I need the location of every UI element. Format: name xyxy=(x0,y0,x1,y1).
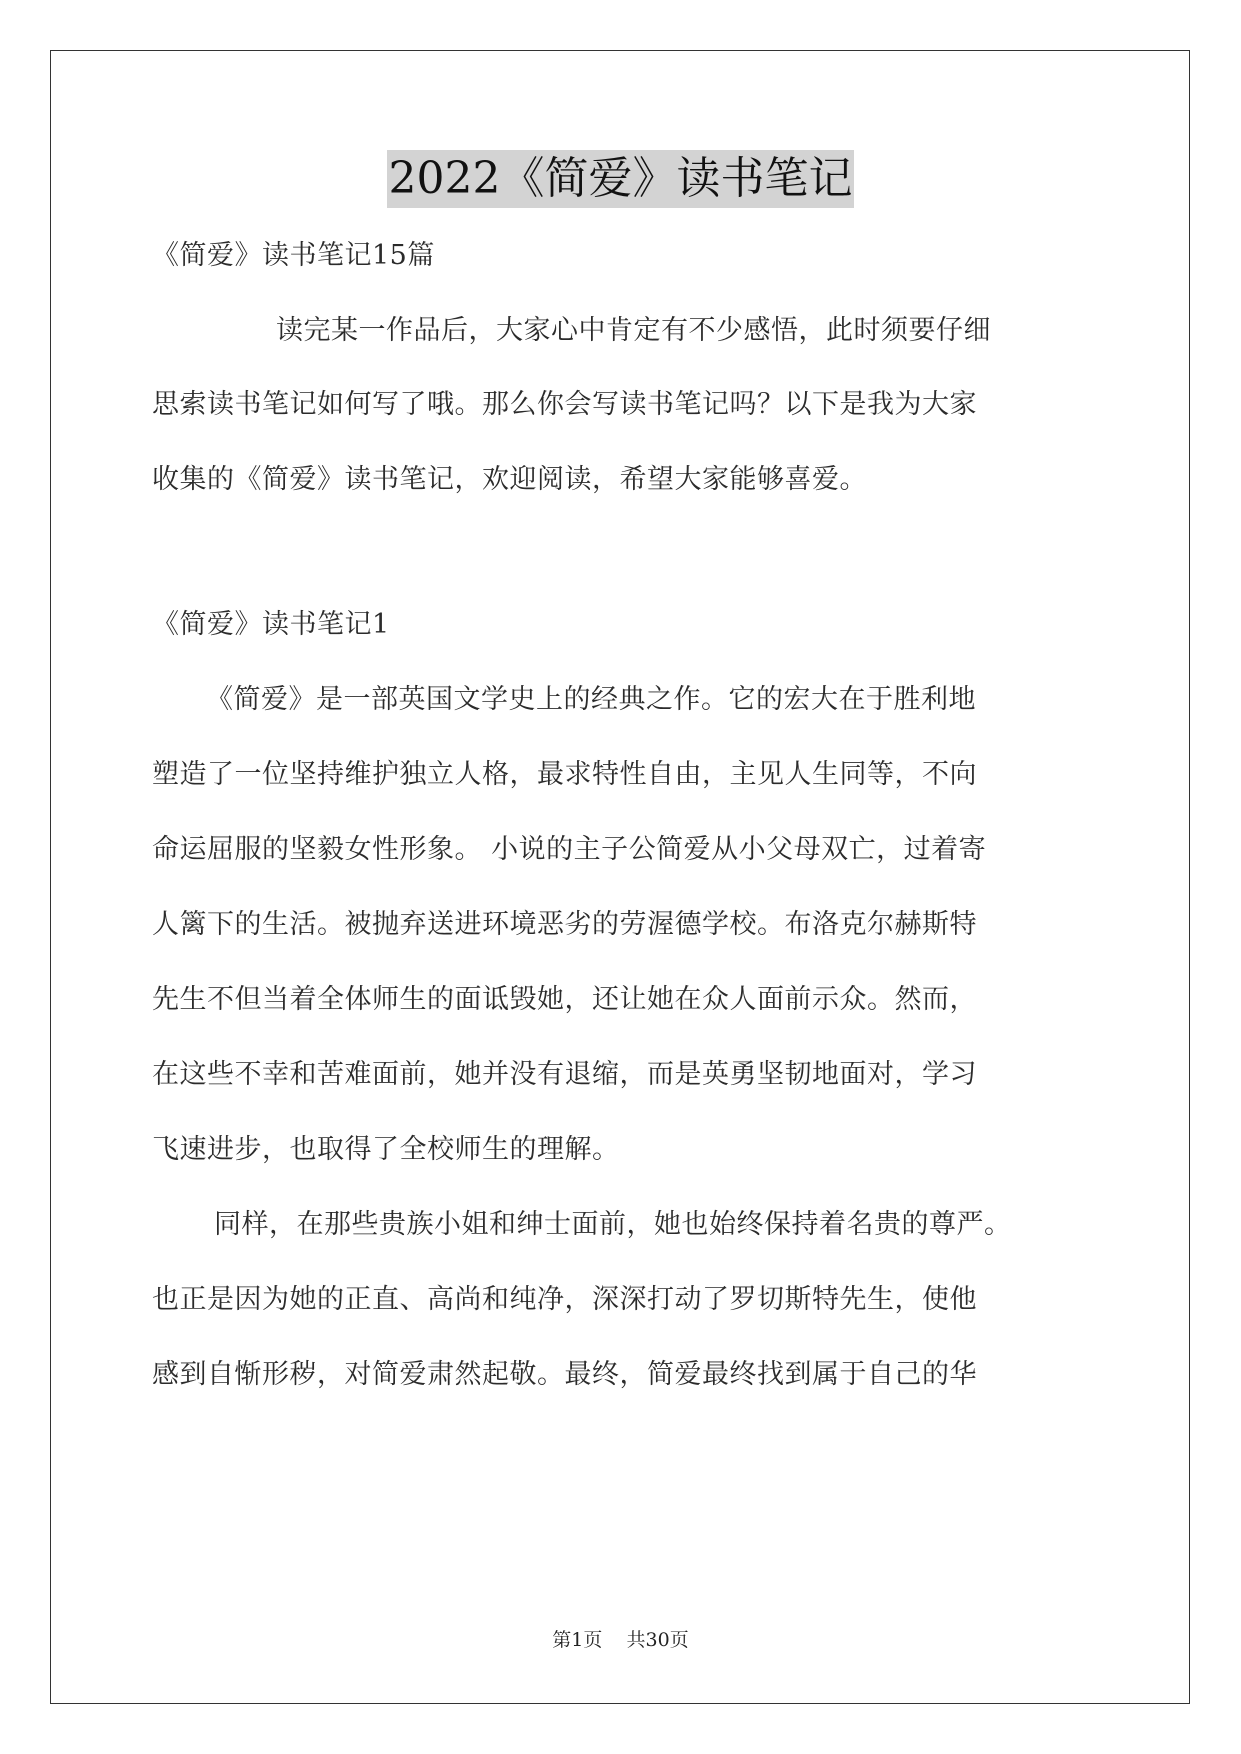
page-total: 共30页 xyxy=(626,1629,689,1651)
document-title-text: 2022《简爱》读书笔记 xyxy=(387,150,855,208)
body-line-8: 同样，在那些贵族小姐和绅士面前，她也始终保持着名贵的尊严。 xyxy=(214,1209,1012,1240)
section-heading: 《简爱》读书笔记1 xyxy=(152,609,390,640)
body-line-9: 也正是因为她的正直、高尚和纯净，深深打动了罗切斯特先生，使他 xyxy=(152,1284,977,1315)
body-line-2: 塑造了一位坚持维护独立人格，最求特性自由，主见人生同等，不向 xyxy=(152,759,977,790)
subtitle: 《简爱》读书笔记15篇 xyxy=(152,240,435,271)
body-line-7: 飞速进步，也取得了全校师生的理解。 xyxy=(152,1134,620,1165)
intro-line-2: 思索读书笔记如何写了哦。那么你会写读书笔记吗？以下是我为大家 xyxy=(152,389,977,420)
page-border xyxy=(50,50,1190,1704)
document-title xyxy=(0,150,1241,208)
body-line-1: 《简爱》是一部英国文学史上的经典之作。它的宏大在于胜利地 xyxy=(206,684,976,715)
page-number: 第1页 xyxy=(552,1629,603,1651)
body-line-6: 在这些不幸和苦难面前，她并没有退缩，而是英勇坚韧地面对，学习 xyxy=(152,1059,977,1090)
page-footer xyxy=(0,1628,1241,1652)
intro-line-1: 读完某一作品后，大家心中肯定有不少感悟，此时须要仔细 xyxy=(276,315,991,346)
body-line-10: 感到自惭形秽，对简爱肃然起敬。最终，简爱最终找到属于自己的华 xyxy=(152,1359,977,1390)
body-line-3: 命运屈服的坚毅女性形象。 小说的主子公简爱从小父母双亡，过着寄 xyxy=(152,834,987,865)
body-line-5: 先生不但当着全体师生的面诋毁她，还让她在众人面前示众。然而， xyxy=(152,984,977,1015)
body-line-4: 人篱下的生活。被抛弃送进环境恶劣的劳渥德学校。布洛克尔赫斯特 xyxy=(152,909,977,940)
intro-line-3: 收集的《简爱》读书笔记，欢迎阅读，希望大家能够喜爱。 xyxy=(152,464,867,495)
